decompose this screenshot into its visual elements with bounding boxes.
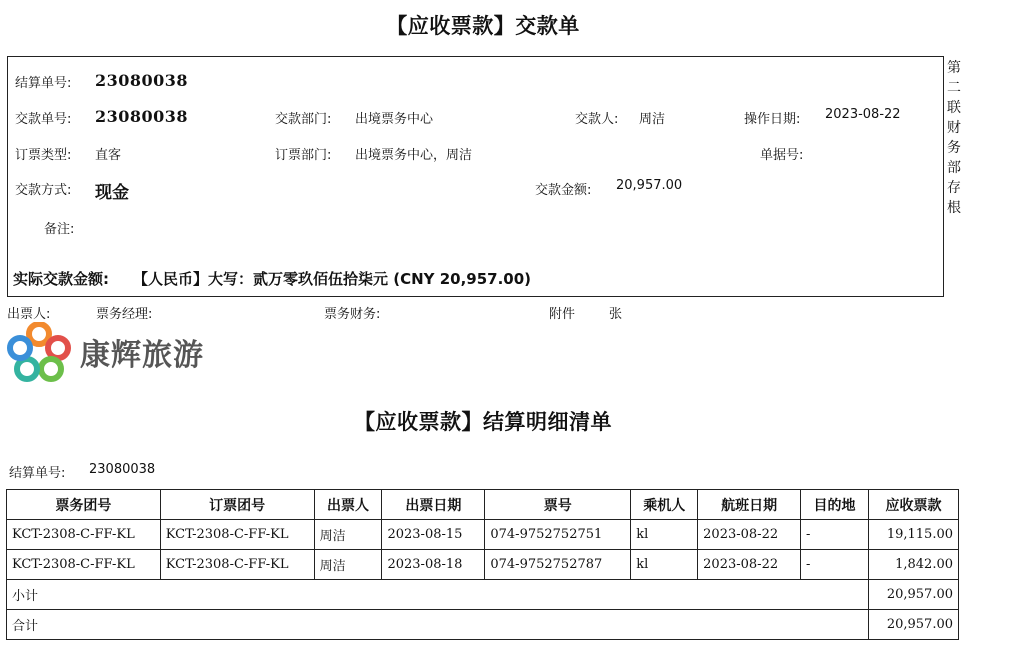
issuer-label: 出票人:	[7, 307, 51, 322]
column-header: 出票人	[314, 490, 382, 520]
table-cell: kl	[631, 520, 698, 550]
subtotal-row	[7, 580, 959, 610]
actual-amount-value: 【人民币】大写：贰万零玖佰伍拾柒元 (CNY 20,957.00)	[133, 270, 532, 288]
table-cell: KCT-2308-C-FF-KL	[7, 520, 161, 550]
column-header: 目的地	[801, 490, 869, 520]
table-cell: 周洁	[314, 550, 382, 580]
column-header: 航班日期	[698, 490, 801, 520]
table-cell: -	[801, 520, 869, 550]
column-header: 应收票款	[868, 490, 958, 520]
column-header: 票务团号	[7, 490, 161, 520]
payment-no-label: 交款单号:	[15, 112, 72, 127]
table-cell: KCT-2308-C-FF-KL	[7, 550, 161, 580]
amount-value: 20,957.00	[616, 178, 683, 193]
detail-settlement-no: 23080038	[89, 462, 156, 477]
order-dept-value: 出境票务中心，周洁	[355, 148, 473, 163]
total-value: 20,957.00	[868, 610, 958, 640]
table-cell: -	[801, 550, 869, 580]
table-cell: 2023-08-18	[382, 550, 485, 580]
table-cell: 2023-08-15	[382, 520, 485, 550]
copy-note-char: 存	[947, 180, 961, 196]
remark-label: 备注:	[44, 222, 75, 237]
copy-note-char: 第	[947, 60, 961, 76]
subtotal-value: 20,957.00	[868, 580, 958, 610]
table-cell: 1,842.00	[868, 550, 958, 580]
copy-note-char: 财	[947, 120, 961, 136]
order-type-label: 订票类型:	[15, 148, 72, 163]
company-logo-icon	[7, 322, 71, 382]
table-cell: KCT-2308-C-FF-KL	[160, 550, 314, 580]
total-label: 合计	[7, 610, 869, 640]
settlement-detail-table	[6, 489, 959, 640]
table-cell: 周洁	[314, 520, 382, 550]
dept-value: 出境票务中心	[355, 112, 434, 127]
column-header: 票号	[485, 490, 631, 520]
company-logo-text: 康辉旅游	[80, 338, 204, 373]
column-header: 订票团号	[160, 490, 314, 520]
op-date-value: 2023-08-22	[825, 107, 901, 122]
copy-note-char: 联	[947, 100, 961, 116]
column-header: 乘机人	[631, 490, 698, 520]
subtotal-label: 小计	[7, 580, 869, 610]
table-cell: 2023-08-22	[698, 520, 801, 550]
receipt-box	[7, 56, 944, 297]
op-date-label: 操作日期:	[744, 112, 801, 127]
table-cell: kl	[631, 550, 698, 580]
amount-label: 交款金额:	[535, 183, 592, 198]
copy-note-char: 务	[947, 140, 961, 156]
table-row	[7, 550, 959, 580]
payer-label: 交款人:	[575, 112, 619, 127]
table-cell: 074-9752752751	[485, 520, 631, 550]
column-header: 出票日期	[382, 490, 485, 520]
detail-settlement-no-label: 结算单号:	[9, 466, 66, 481]
attachment-label: 附件	[549, 307, 576, 322]
table-cell: 19,115.00	[868, 520, 958, 550]
table-cell: 074-9752752787	[485, 550, 631, 580]
attachment-unit: 张	[609, 307, 623, 322]
finance-label: 票务财务:	[324, 307, 381, 322]
method-label: 交款方式:	[15, 183, 72, 198]
payment-no: 23080038	[95, 107, 189, 126]
copy-note-char: 二	[947, 80, 961, 96]
table-cell: KCT-2308-C-FF-KL	[160, 520, 314, 550]
copy-note-char: 根	[947, 200, 961, 216]
copy-note-vertical	[946, 58, 962, 218]
table-cell: 2023-08-22	[698, 550, 801, 580]
manager-label: 票务经理:	[96, 307, 153, 322]
settlement-no: 23080038	[95, 71, 189, 90]
copy-note-char: 部	[947, 160, 961, 176]
receipt-title: 【应收票款】交款单	[386, 14, 580, 38]
table-row	[7, 520, 959, 550]
actual-amount-label: 实际交款金额:	[13, 270, 109, 288]
total-row	[7, 610, 959, 640]
settlement-no-label: 结算单号:	[15, 76, 72, 91]
order-dept-label: 订票部门:	[275, 148, 332, 163]
order-type-value: 直客	[95, 148, 122, 163]
detail-title: 【应收票款】结算明细清单	[354, 410, 612, 434]
method-value: 现金	[95, 183, 129, 203]
table-header-row	[7, 490, 959, 520]
doc-no-label: 单据号:	[760, 148, 804, 163]
payer-value: 周洁	[639, 112, 666, 127]
dept-label: 交款部门:	[275, 112, 332, 127]
